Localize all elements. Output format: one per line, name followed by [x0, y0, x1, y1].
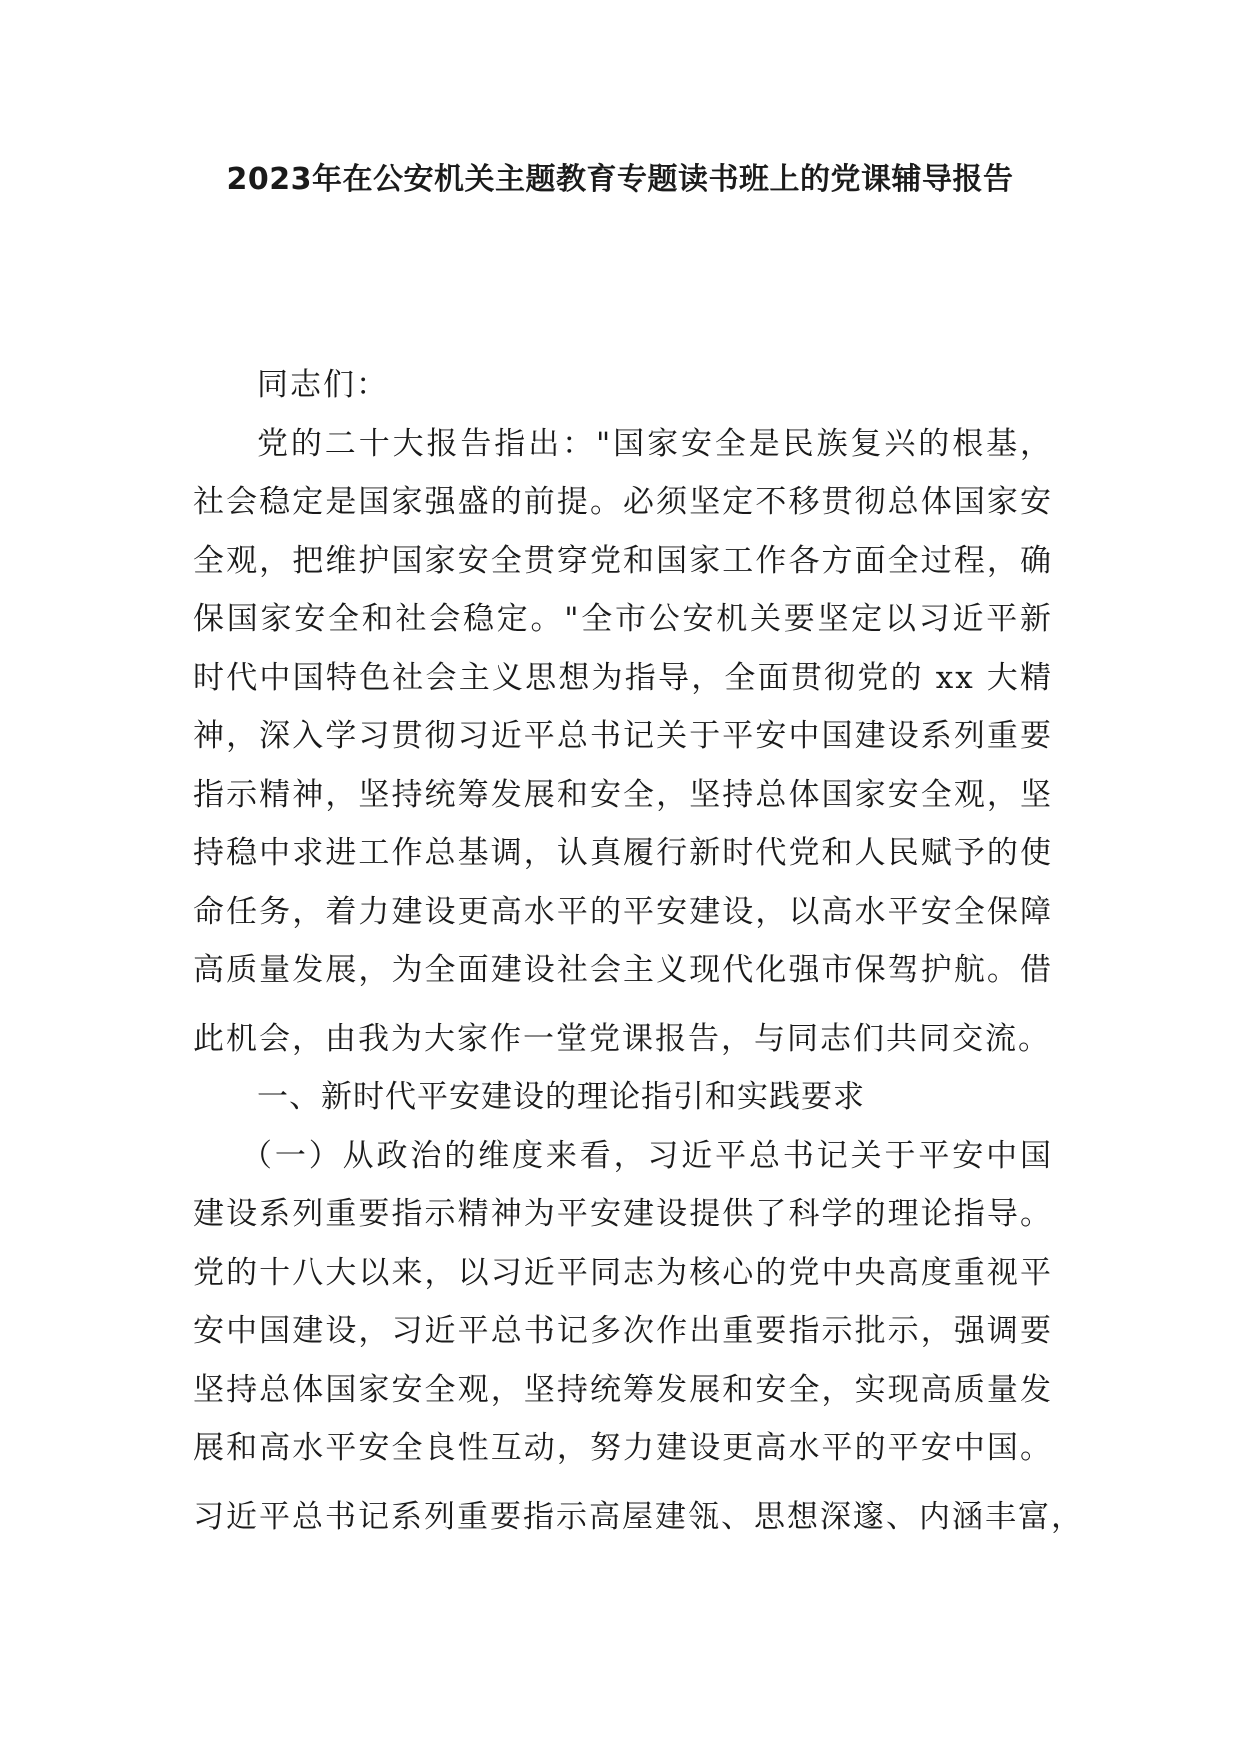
- paragraph-line: 时代中国特色社会主义思想为指导，全面贯彻党的 xx 大精: [193, 659, 1053, 696]
- paragraph-line: 保国家安全和社会稳定。"全市公安机关要坚定以习近平新: [193, 601, 1053, 637]
- paragraph-line: 建设系列重要指示精神为平安建设提供了科学的理论指导。: [193, 1196, 1053, 1232]
- paragraph-section-1: [193, 1127, 1084, 1547]
- salutation: 同志们：: [257, 367, 389, 403]
- paragraph-line: 党的十八大以来，以习近平同志为核心的党中央高度重视平: [193, 1254, 1053, 1291]
- paragraph-line: （一）从政治的维度来看，习近平总书记关于平安中国: [241, 1137, 1053, 1174]
- paragraph-line: 此机会，由我为大家作一堂党课报告，与同志们共同交流。: [193, 1020, 1051, 1057]
- paragraph-line: 持稳中求进工作总基调，认真履行新时代党和人民赋予的使: [193, 835, 1053, 871]
- document-title: 2023年在公安机关主题教育专题读书班上的党课辅导报告: [226, 162, 1014, 197]
- paragraph-line: 党的二十大报告指出："国家安全是民族复兴的根基，: [257, 425, 1053, 462]
- paragraph-line: 社会稳定是国家强盛的前提。必须坚定不移贯彻总体国家安: [193, 484, 1053, 520]
- paragraph-line: 习近平总书记系列重要指示高屋建瓴、思想深邃、内涵丰富，: [193, 1498, 1084, 1535]
- paragraph-line: 神，深入学习贯彻习近平总书记关于平安中国建设系列重要: [193, 718, 1053, 754]
- paragraph-intro: [193, 415, 1053, 1069]
- paragraph-line: 坚持总体国家安全观，坚持统筹发展和安全，实现高质量发: [193, 1371, 1053, 1408]
- paragraph-line: 全观，把维护国家安全贯穿党和国家工作各方面全过程，确: [193, 542, 1053, 579]
- paragraph-line: 指示精神，坚持统筹发展和安全，坚持总体国家安全观，坚: [193, 776, 1053, 813]
- document-body: [193, 356, 1084, 1546]
- paragraph-line: 安中国建设，习近平总书记多次作出重要指示批示，强调要: [193, 1313, 1053, 1349]
- paragraph-line: 高质量发展，为全面建设社会主义现代化强市保驾护航。借: [193, 952, 1053, 988]
- paragraph-line: 展和高水平安全良性互动，努力建设更高水平的平安中国。: [193, 1430, 1053, 1466]
- paragraph-line: 命任务，着力建设更高水平的平安建设，以高水平安全保障: [193, 893, 1053, 930]
- section-heading: 一、新时代平安建设的理论指引和实践要求: [257, 1079, 865, 1115]
